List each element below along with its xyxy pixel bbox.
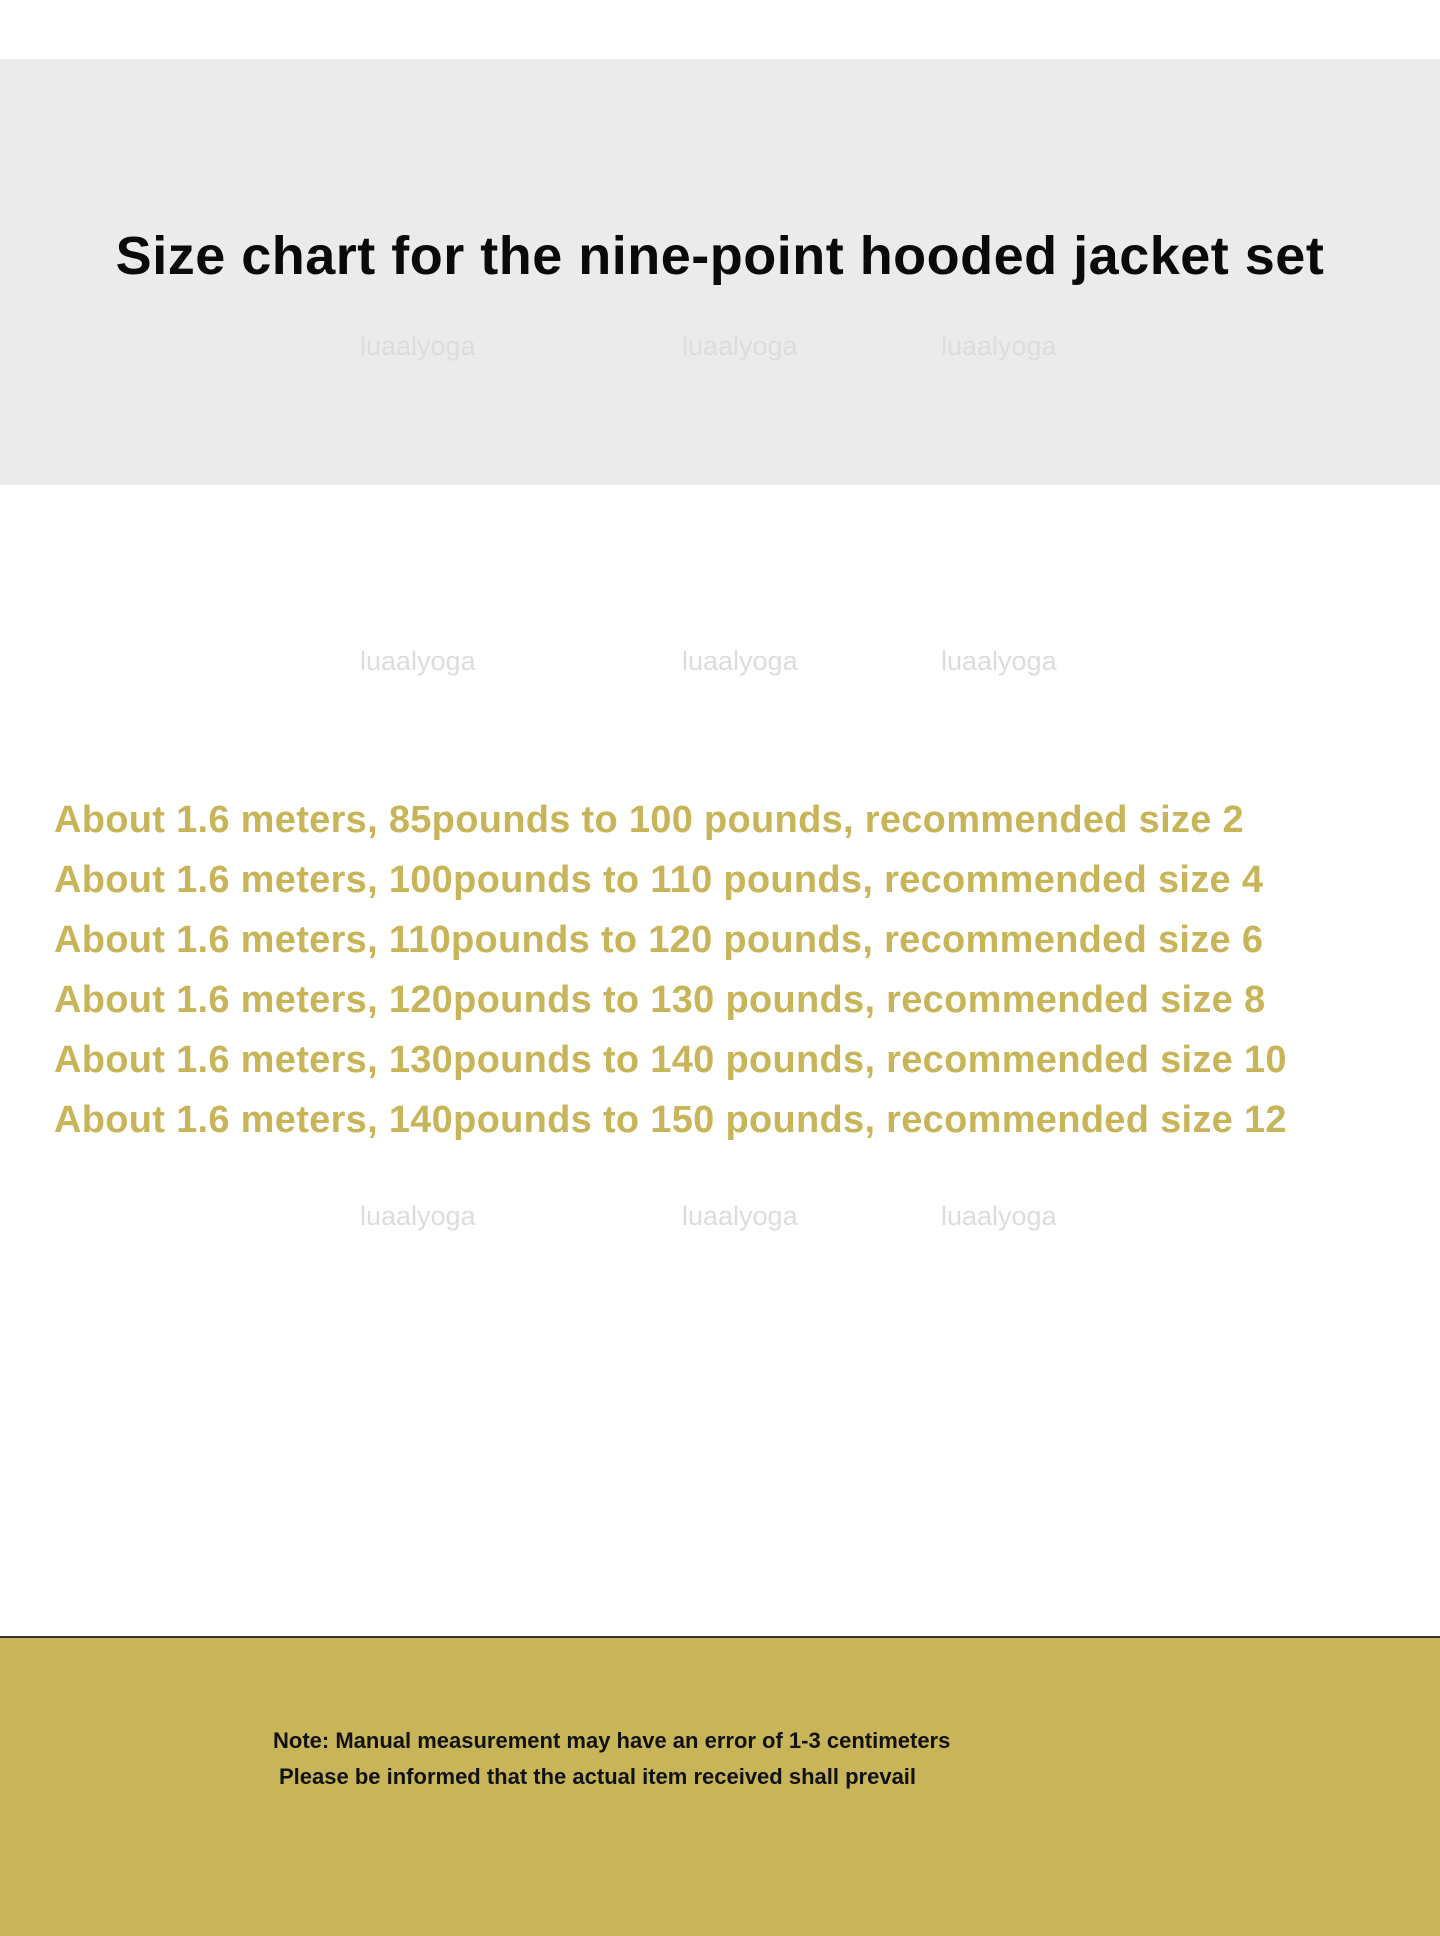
- watermark: luaalyoga: [941, 646, 1057, 676]
- watermark: luaalyoga: [941, 1201, 1057, 1231]
- watermark: luaalyoga: [360, 646, 476, 676]
- disclaimer-note: Please be informed that the actual item received shall prevail: [279, 1764, 917, 1789]
- measurement-note: Note: Manual measurement may have an error of 1-3 centimeters: [273, 1728, 951, 1753]
- size-recommendation: About 1.6 meters, 100pounds to 110 pounds, recommended size 4: [54, 859, 1264, 901]
- watermark: luaalyoga: [360, 1201, 476, 1231]
- watermark: luaalyoga: [360, 331, 476, 361]
- size-recommendation: About 1.6 meters, 140pounds to 150 pounds, recommended size 12: [54, 1099, 1287, 1141]
- size-recommendation: About 1.6 meters, 120pounds to 130 pounds, recommended size 8: [54, 979, 1266, 1021]
- watermark: luaalyoga: [682, 646, 798, 676]
- page-title: Size chart for the nine-point hooded jacket set: [115, 226, 1325, 286]
- size-recommendation: About 1.6 meters, 130pounds to 140 pounds, recommended size 10: [54, 1039, 1287, 1081]
- watermark: luaalyoga: [682, 331, 798, 361]
- size-recommendation-list: [54, 790, 1287, 1150]
- size-recommendation: About 1.6 meters, 110pounds to 120 pounds, recommended size 6: [54, 919, 1264, 961]
- watermark: luaalyoga: [941, 331, 1057, 361]
- size-recommendation: About 1.6 meters, 85pounds to 100 pounds, recommended size 2: [54, 799, 1244, 841]
- watermark: luaalyoga: [682, 1201, 798, 1231]
